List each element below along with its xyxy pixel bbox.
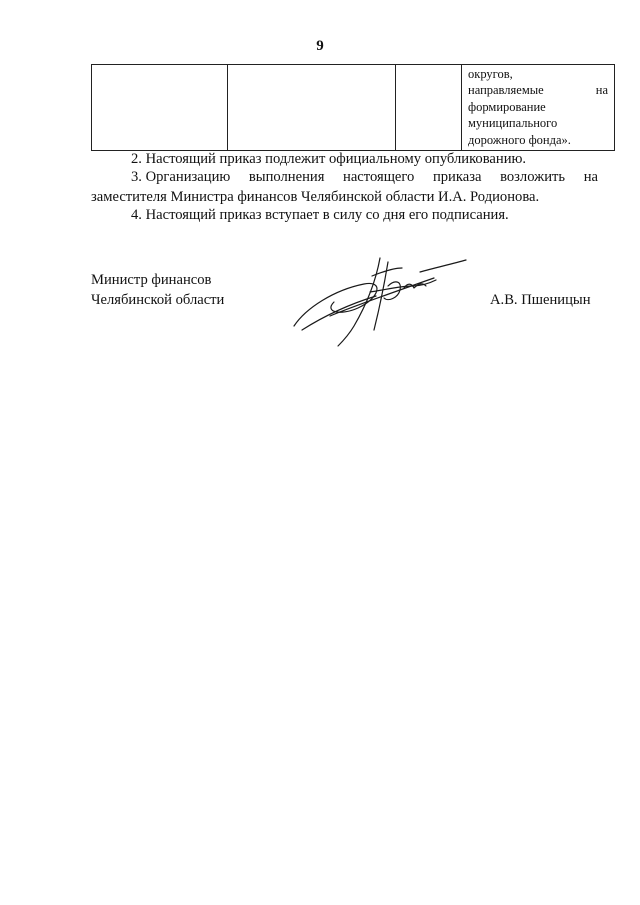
data-table	[91, 64, 615, 151]
paragraph-2: 2. Настоящий приказ подлежит официальному опубликованию.	[131, 151, 527, 167]
paragraph-4: 4. Настоящий приказ вступает в силу со дня его подписания.	[131, 207, 509, 223]
paragraph-3-line-1	[91, 167, 598, 187]
table-row	[92, 65, 615, 151]
page-number: 9	[316, 38, 324, 54]
signer-position	[91, 270, 224, 310]
signer-position-line-2: Челябинской области	[91, 292, 225, 308]
signature-icon	[284, 246, 474, 350]
cell-line: муниципального	[468, 116, 558, 131]
table-cell-empty-3	[396, 65, 462, 151]
word: приказа	[432, 169, 482, 185]
cell-line: формирование	[468, 99, 546, 114]
cell-word: направляемые	[468, 83, 544, 98]
word: настоящего	[343, 169, 415, 185]
cell-word: на	[595, 83, 608, 98]
cell-line: округов,	[468, 67, 513, 81]
cell-line-justified	[468, 82, 608, 98]
table-cell-text	[462, 65, 615, 151]
signer-name: А.В. Пшеницын	[490, 292, 591, 308]
word: возложить	[500, 169, 566, 185]
paragraph-3	[91, 167, 598, 207]
word: 3. Организацию	[131, 169, 231, 185]
word: на	[583, 169, 598, 185]
table-cell-empty-1	[92, 65, 228, 151]
table-cell-empty-2	[228, 65, 396, 151]
signer-position-line-1: Министр финансов	[91, 272, 212, 288]
word: выполнения	[248, 169, 325, 185]
paragraph-3-line-2: заместителя Министра финансов Челябинской области И.А. Родионова.	[91, 189, 540, 205]
cell-line: дорожного фонда».	[468, 132, 571, 147]
